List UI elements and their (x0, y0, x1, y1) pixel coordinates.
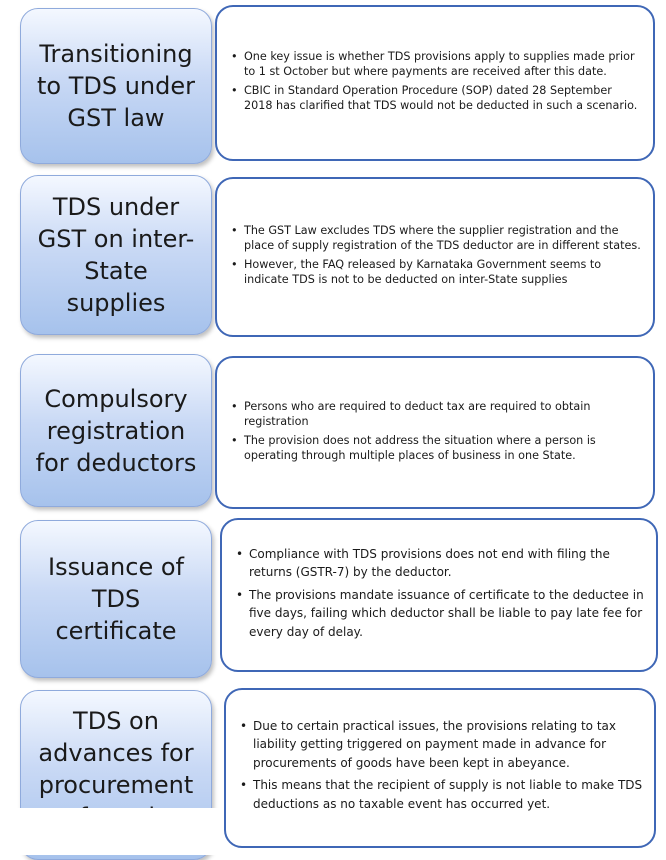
topic-title-line: procurement (38, 771, 194, 799)
topic-title-line: advances for (38, 739, 194, 767)
topic-title-line: GST on inter- (37, 225, 195, 253)
topic-box-inter-state (20, 175, 212, 335)
detail-box-transitioning (215, 5, 655, 161)
topic-title-line: registration (46, 416, 186, 445)
bullet-item: • CBIC in Standard Operation Procedure (SOP) dated 28 September 2018 has clarified that TDS would not be deducted in such a scenario. (231, 83, 643, 113)
topic-title-line: TDS under (52, 193, 180, 221)
topic-box-certificate (20, 520, 212, 678)
bullet-item: • Persons who are required to deduct tax are required to obtain registration (231, 399, 643, 429)
topic-box-registration (20, 354, 212, 507)
detail-box-certificate (220, 518, 658, 672)
topic-title-line: State (84, 257, 148, 285)
topic-box-transitioning (20, 8, 212, 164)
topic-title-line: supplies (66, 289, 166, 317)
topic-title-line: for deductors (35, 448, 197, 477)
detail-box-advances (224, 688, 656, 848)
bullet-item: • One key issue is whether TDS provisions apply to supplies made prior to 1 st October but where payments are received after this date. (231, 49, 643, 79)
bullet-item: • The provisions mandate issuance of certificate to the deductee in five days, failing which deductor shall be liable to pay late fee for every day of delay. (236, 586, 646, 642)
bullet-item: • The GST Law excludes TDS where the supplier registration and the place of supply registration of the TDS deductor are in different states. (231, 223, 643, 253)
topic-title-line: Transitioning (39, 40, 193, 68)
bullet-item: • The provision does not address the situation where a person is operating through multiple places of business in one State. (231, 433, 643, 463)
topic-title-line: certificate (55, 617, 177, 645)
detail-box-registration (215, 356, 655, 509)
bullet-item: • However, the FAQ released by Karnataka Government seems to indicate TDS is not to be deducted on inter-State supplies (231, 257, 643, 287)
topic-title-line: to TDS under (36, 72, 195, 100)
detail-box-inter-state (215, 177, 655, 337)
bullet-item: • Compliance with TDS provisions does not end with filing the returns (GSTR-7) by the deductor. (236, 545, 646, 582)
topic-title-line: Compulsory (44, 384, 188, 413)
topic-title-line: Issuance of (48, 553, 184, 581)
bullet-item: • This means that the recipient of supply is not liable to make TDS deductions as no taxable event has occurred yet. (240, 776, 644, 813)
topic-title-line: TDS on (73, 707, 159, 735)
bullet-item: • Due to certain practical issues, the provisions relating to tax liability getting triggered on payment made in advance for procurements of goods have been kept in abeyance. (240, 717, 644, 773)
topic-title-line: GST law (67, 104, 165, 132)
topic-title-line: TDS (91, 585, 141, 613)
